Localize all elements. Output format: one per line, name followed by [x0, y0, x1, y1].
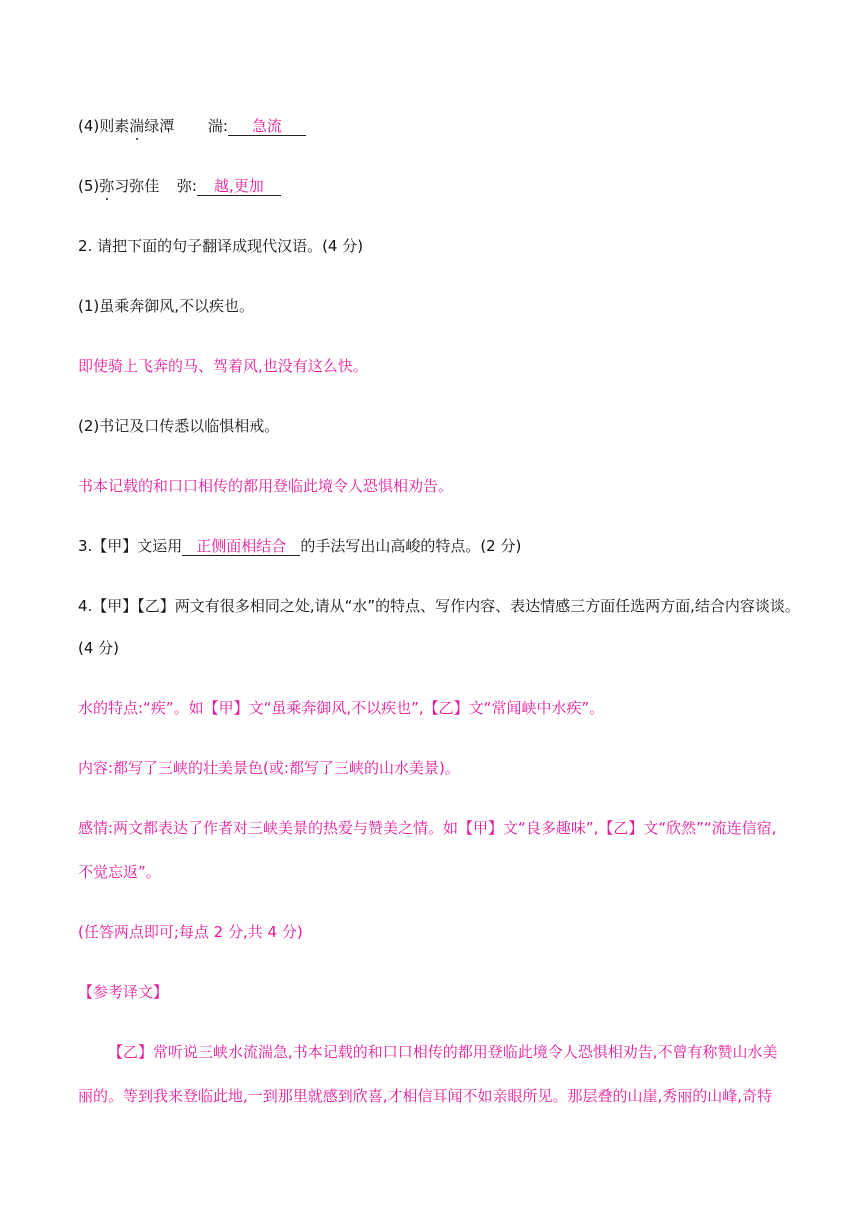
answer-blank: 急流: [228, 117, 306, 136]
answer-water-feature: 水的特点:“疾”。如【甲】文“虽乘奔御风,不以疾也”,【乙】文“常闻峡中水疾”。: [78, 699, 605, 717]
reference-paragraph-line-1: 【乙】常听说三峡水流湍急,书本记载的和口口相传的都用登临此境令人恐惧相劝告,不曾有称赞山水美: [108, 1043, 778, 1061]
q1-item-5: (5)弥习弥佳 弥: 越,更加: [78, 176, 281, 196]
question-2-sentence-1: (1)虽乘奔御风,不以疾也。: [78, 297, 255, 315]
answer-emotion-line-2: 不觉忘返”。: [78, 863, 161, 881]
question-4-line-2: (4 分): [78, 639, 120, 657]
emphasis-dot-char: 湍: [129, 117, 145, 135]
question-4-line-1: 4.【甲】【乙】两文有很多相同之处,请从“水”的特点、写作内容、表达情感三方面任选两方面,结合内容谈谈。: [78, 597, 800, 615]
question-2-answer-2: 书本记载的和口口相传的都用登临此境令人恐惧相劝告。: [78, 477, 454, 495]
question-2-answer-1: 即使骑上飞奔的马、驾着风,也没有这么快。: [78, 357, 368, 375]
answer-content: 内容:都写了三峡的壮美景色(或:都写了三峡的山水美景)。: [78, 759, 460, 777]
scoring-note: (任答两点即可;每点 2 分,共 4 分): [78, 923, 303, 941]
q1-item-4: (4)则素湍绿潭 湍: 急流: [78, 116, 306, 136]
answer-emotion-line-1: 感情:两文都表达了作者对三峡美景的热爱与赞美之情。如【甲】文“良多趣味”,【乙】文“欣然”“流连信宿,: [78, 819, 777, 837]
answer-blank: 正侧面相结合: [182, 537, 300, 556]
emphasis-dot-char: 弥: [99, 177, 115, 195]
question-3: 3.【甲】文运用 正侧面相结合 的手法写出山高峻的特点。(2 分): [78, 537, 522, 555]
question-2-title: 2. 请把下面的句子翻译成现代汉语。(4 分): [78, 237, 364, 255]
answer-blank: 越,更加: [197, 177, 281, 196]
reference-heading: 【参考译文】: [78, 983, 169, 1001]
reference-paragraph-line-2: 丽的。等到我来登临此地,一到那里就感到欣喜,才相信耳闻不如亲眼所见。那层叠的山崖,秀丽的山峰,奇特: [78, 1087, 773, 1105]
question-2-sentence-2: (2)书记及口传悉以临惧相戒。: [78, 417, 280, 435]
